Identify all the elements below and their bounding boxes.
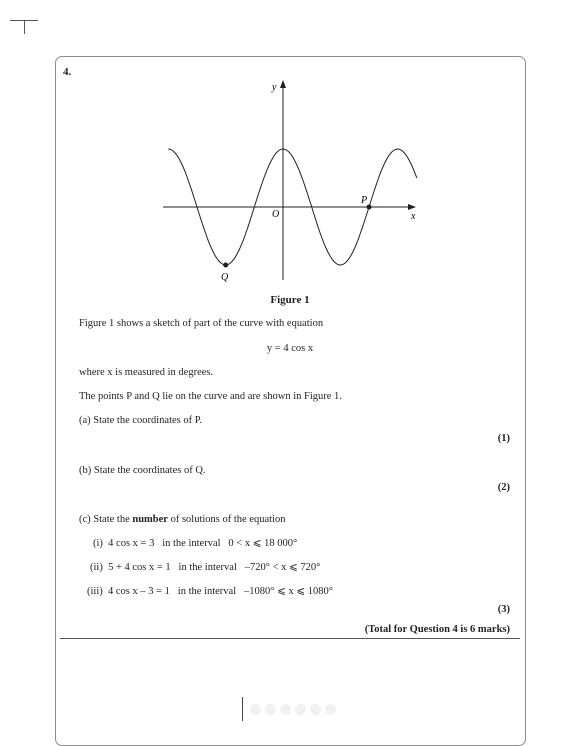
part-b-text: State the coordinates of Q. — [93, 465, 206, 476]
subpart-iii-label: (iii) — [87, 586, 103, 597]
subpart-i-equation: 4 cos x = 3 — [108, 538, 155, 549]
y-axis-arrow — [280, 80, 286, 88]
subpart-i — [93, 537, 297, 549]
question-number: 4. — [63, 66, 72, 78]
point-p-marker — [367, 205, 372, 210]
degrees-note: where x is measured in degrees. — [79, 367, 214, 378]
subpart-i-label: (i) — [93, 538, 103, 549]
part-a — [79, 415, 202, 426]
part-c-text-after: of solutions of the equation — [170, 514, 286, 525]
barcode-dot — [265, 704, 276, 715]
subpart-i-interval-word: in the interval — [162, 538, 221, 549]
section-divider — [60, 638, 520, 639]
x-axis-arrow — [408, 204, 416, 210]
part-b-label: (b) — [79, 465, 92, 476]
barcode-dot — [325, 704, 336, 715]
part-c-text-before: State the — [93, 514, 130, 525]
x-axis-label: x — [411, 211, 416, 222]
subpart-ii-interval: –720° < x ⩽ 720° — [244, 562, 321, 573]
part-a-marks: (1) — [497, 433, 510, 444]
point-q-label: Q — [221, 272, 229, 283]
points-statement: The points P and Q lie on the curve and are shown in Figure 1. — [79, 391, 342, 402]
total-marks: (Total for Question 4 is 6 marks) — [364, 624, 510, 635]
y-axis-label: y — [272, 82, 277, 93]
subpart-i-interval: 0 < x ⩽ 18 000° — [228, 538, 298, 549]
part-c — [79, 514, 285, 525]
origin-label: O — [272, 209, 280, 220]
point-p-label: P — [361, 195, 368, 206]
subpart-ii-label: (ii) — [90, 562, 103, 573]
barcode-dot — [280, 704, 291, 715]
subpart-iii — [87, 585, 333, 597]
subpart-iii-interval: –1080° ⩽ x ⩽ 1080° — [244, 586, 333, 597]
subpart-ii-interval-word: in the interval — [178, 562, 237, 573]
footer-divider — [242, 697, 243, 721]
part-b — [79, 465, 206, 476]
intro-text: Figure 1 shows a sketch of part of the curve with equation — [79, 318, 324, 329]
part-c-keyword: number — [132, 514, 168, 525]
part-a-text: State the coordinates of P. — [93, 415, 203, 426]
part-a-label: (a) — [79, 415, 91, 426]
part-b-marks: (2) — [497, 482, 510, 493]
barcode-dot — [295, 704, 306, 715]
barcode-dot — [250, 704, 261, 715]
point-q-marker — [223, 263, 228, 268]
barcode-dots — [250, 704, 345, 714]
subpart-iii-interval-word: in the interval — [177, 586, 237, 597]
figure-caption: Figure 1 — [270, 294, 310, 306]
barcode-dot — [310, 704, 321, 715]
subpart-iii-equation: 4 cos x – 3 = 1 — [108, 586, 170, 597]
part-c-marks: (3) — [497, 604, 510, 615]
subpart-ii — [90, 561, 320, 573]
part-c-label: (c) — [79, 514, 91, 525]
curve-equation: y = 4 cos x — [266, 343, 314, 354]
figure-1-graph — [0, 0, 580, 300]
subpart-ii-equation: 5 + 4 cos x = 1 — [108, 562, 171, 573]
